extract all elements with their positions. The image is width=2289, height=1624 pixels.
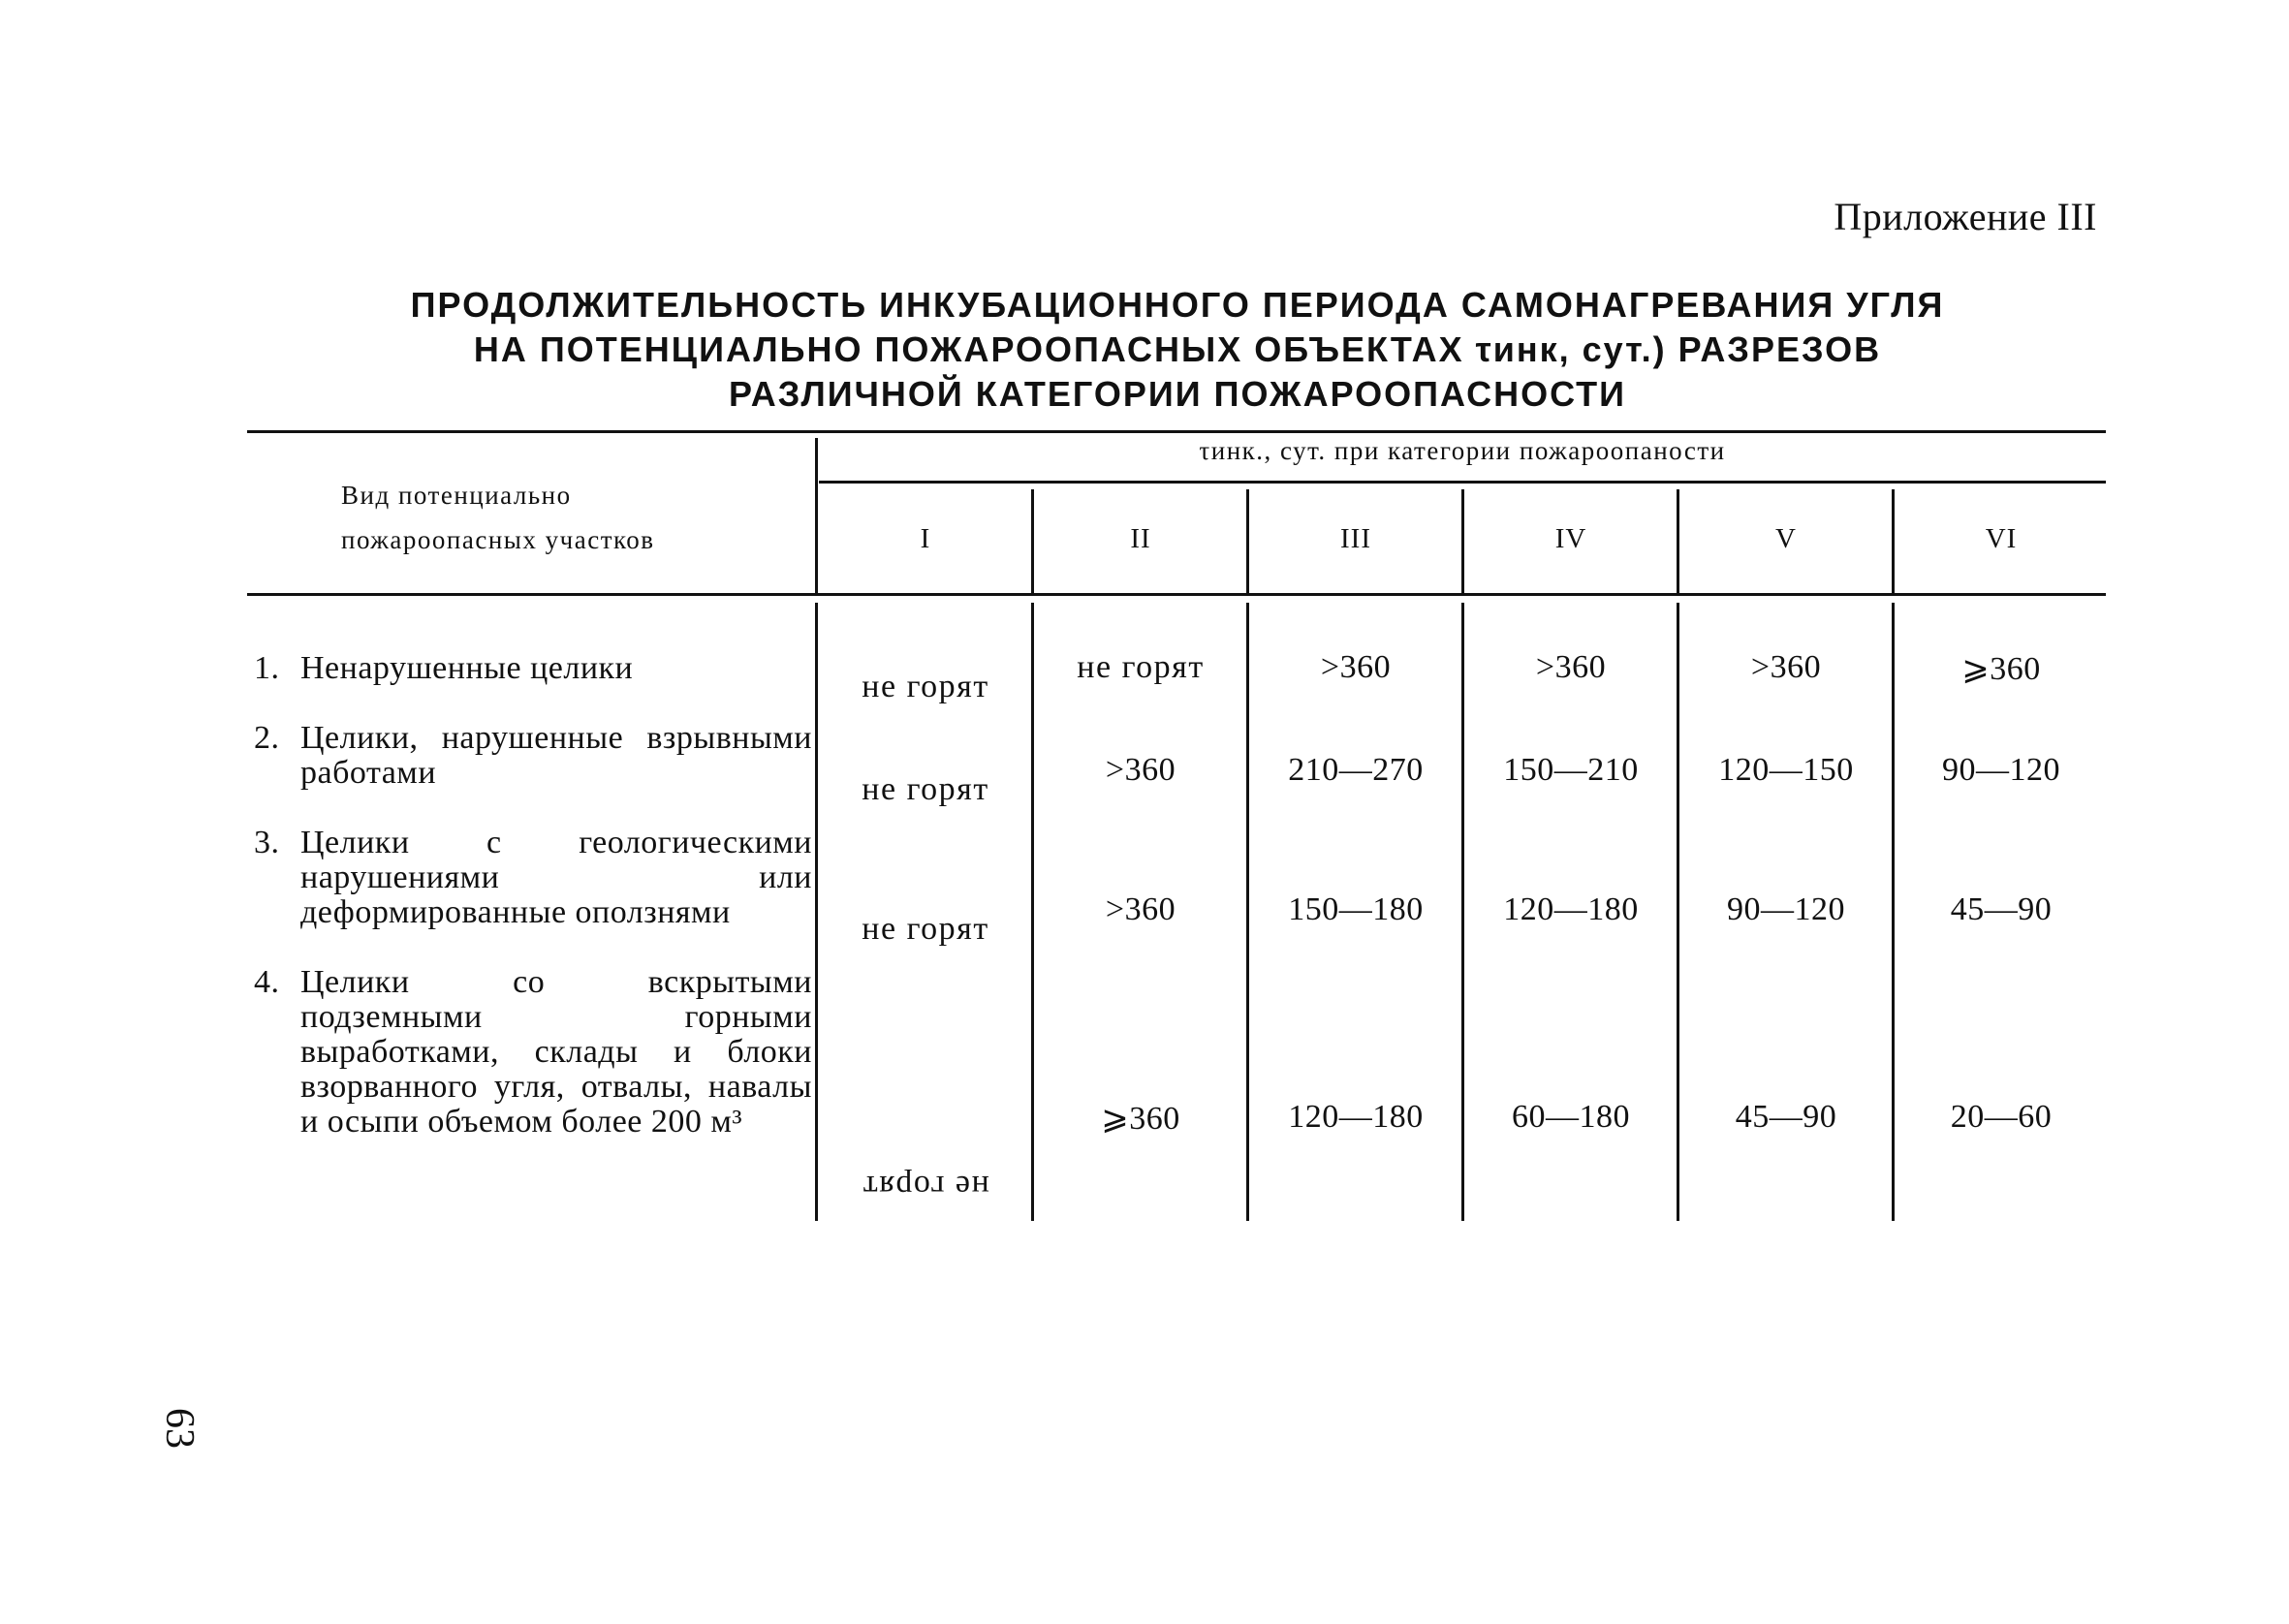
row-number: 1. — [254, 650, 280, 686]
table-cell: не горят — [862, 669, 989, 704]
row-text: Целики со вскрытыми подземными горными выработками, склады и блоки взорванного угля, отвалы, навалы и осыпи объемом более 200 м³ — [300, 964, 812, 1140]
table-cell: >360 — [1105, 752, 1176, 788]
row-text: Ненарушенные целики — [300, 650, 634, 686]
document-title — [291, 283, 2064, 417]
table-cell: не горят — [862, 911, 989, 947]
row-number: 2. — [254, 720, 280, 756]
category-header-2: II — [1130, 523, 1151, 554]
table-cell: ⩾360 — [1961, 651, 2041, 687]
header-left-line-2: пожароопасных участков — [341, 525, 655, 554]
table-cell: 90—120 — [1942, 752, 2060, 788]
title-line-3: РАЗЛИЧНОЙ КАТЕГОРИИ ПОЖАРООПАСНОСТИ — [728, 374, 1627, 414]
table-cell: 210—270 — [1288, 752, 1424, 788]
table-cell: 60—180 — [1512, 1099, 1630, 1135]
title-line-2: НА ПОТЕНЦИАЛЬНО ПОЖАРООПАСНЫХ ОБЪЕКТАХ τинк, сут.) РАЗРЕЗОВ — [473, 329, 1882, 369]
header-left-line-1: Вид потенциально — [341, 481, 572, 510]
row-label-4 — [254, 965, 812, 1140]
category-header-3: III — [1340, 523, 1371, 554]
category-header-1: I — [920, 523, 931, 554]
table-cell: >360 — [1320, 649, 1392, 685]
column-divider-stub — [815, 438, 818, 593]
table-top-rule — [247, 430, 2106, 433]
table-cell: не горят — [862, 1169, 989, 1204]
table-cell: 120—150 — [1718, 752, 1854, 788]
appendix-label: Приложение III — [1834, 195, 2097, 238]
header-bottom-rule — [247, 593, 2106, 596]
row-label-2 — [254, 721, 812, 791]
row-label-3 — [254, 826, 812, 930]
table-cell: 45—90 — [1735, 1099, 1837, 1135]
category-header-6: VI — [1985, 523, 2018, 554]
table-cell: 45—90 — [1950, 891, 2053, 927]
table-cell: 150—210 — [1503, 752, 1639, 788]
header-left — [341, 473, 806, 562]
row-number: 4. — [254, 964, 280, 1000]
table-cell: 20—60 — [1950, 1099, 2053, 1135]
table-cell: не горят — [862, 771, 989, 807]
row-label-1 — [254, 651, 812, 686]
table-cell: ⩾360 — [1101, 1101, 1180, 1137]
category-header-4: IV — [1554, 523, 1587, 554]
table-cell: 150—180 — [1288, 891, 1424, 927]
column-divider — [815, 603, 818, 1221]
table-cell: 90—120 — [1727, 891, 1845, 927]
page-number: 63 — [157, 1408, 202, 1449]
table-cell: 120—180 — [1288, 1099, 1424, 1135]
table-cell: >360 — [1105, 891, 1176, 927]
row-number: 3. — [254, 825, 280, 860]
table-cell: >360 — [1535, 649, 1607, 685]
title-line-1: ПРОДОЛЖИТЕЛЬНОСТЬ ИНКУБАЦИОННОГО ПЕРИОДА САМОНАГРЕВАНИЯ УГЛЯ — [410, 285, 1945, 325]
header-group-rule — [819, 481, 2106, 484]
category-header-5: V — [1775, 523, 1797, 554]
row-text: Целики с геологическими нарушениями или деформированные оползнями — [300, 825, 812, 930]
table-cell: 120—180 — [1503, 891, 1639, 927]
table-cell: не горят — [1077, 649, 1205, 685]
header-group-title: τинк., сут. при категории пожароопаности — [1199, 436, 1726, 465]
row-text: Целики, нарушенные взрывными работами — [300, 720, 812, 791]
table-cell: >360 — [1750, 649, 1822, 685]
